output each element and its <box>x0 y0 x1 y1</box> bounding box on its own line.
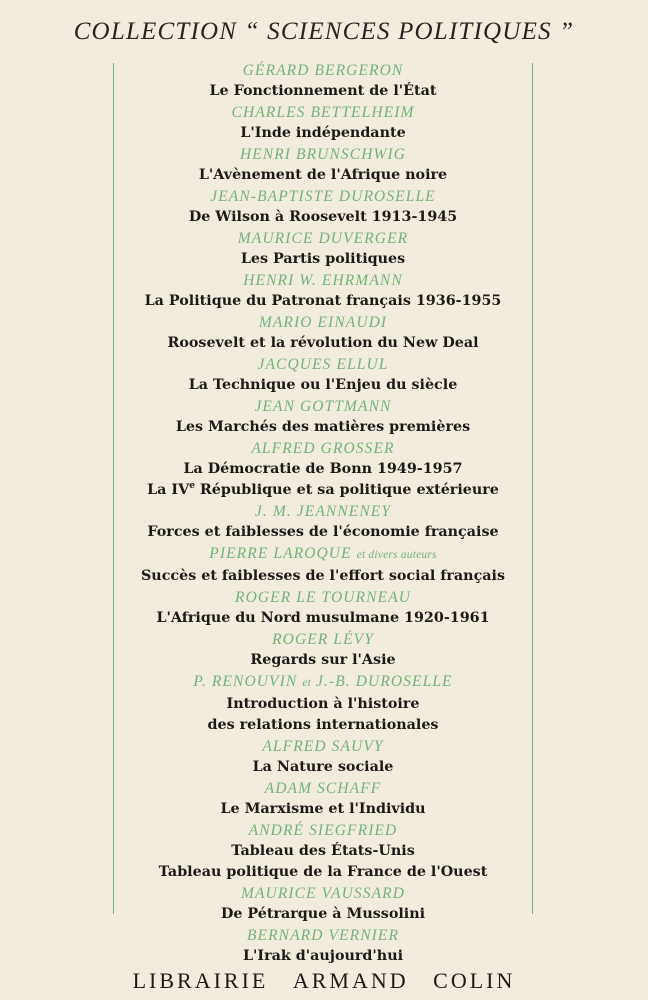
author-name: MARIO EINAUDI <box>258 314 388 331</box>
book-title: Introduction à l'histoire <box>226 696 420 712</box>
collection-heading: COLLECTION “ SCIENCES POLITIQUES ” <box>73 18 575 45</box>
author-name: J. M. JEANNENEY <box>254 503 392 520</box>
book-title: Les Partis politiques <box>240 251 406 267</box>
catalogue-entry <box>120 501 526 543</box>
catalogue-entry <box>120 144 526 186</box>
superscript: e <box>189 481 195 491</box>
book-title: La Démocratie de Bonn 1949-1957 <box>183 461 463 477</box>
book-title: L'Irak d'aujourd'hui <box>242 948 404 964</box>
catalogue-entry <box>120 186 526 228</box>
book-title: Le Marxisme et l'Individu <box>220 801 426 817</box>
author-name-primary: P. RENOUVIN <box>193 673 298 690</box>
author-name: ADAM SCHAFF <box>264 780 382 797</box>
book-title: La IVe République et sa politique extérieure <box>147 481 499 498</box>
catalogue-entry <box>120 396 526 438</box>
publisher-word: LIBRAIRIE <box>132 968 269 993</box>
catalogue-entry <box>120 778 526 820</box>
catalogue-list <box>120 60 526 967</box>
book-title: Roosevelt et la révolution du New Deal <box>167 335 479 351</box>
catalogue-entry <box>120 270 526 312</box>
catalogue-entry <box>120 102 526 144</box>
publisher-word: ARMAND <box>292 968 409 993</box>
catalogue-entry <box>120 820 526 883</box>
author-join: et <box>302 677 312 689</box>
author-name <box>120 543 526 566</box>
book-title: La Nature sociale <box>252 759 394 775</box>
author-name: CHARLES BETTELHEIM <box>231 104 415 121</box>
author-name: ANDRÉ SIEGFRIED <box>248 822 398 839</box>
book-title: Succès et faiblesses de l'effort social français <box>140 568 506 584</box>
book-title: L'Afrique du Nord musulmane 1920-1961 <box>156 610 490 626</box>
catalogue-entry <box>120 354 526 396</box>
catalogue-entry <box>120 587 526 629</box>
right-border-rule <box>532 63 533 914</box>
author-name: ALFRED SAUVY <box>262 738 384 755</box>
book-title: Forces et faiblesses de l'économie française <box>147 524 499 540</box>
publisher-word: COLIN <box>433 968 516 993</box>
book-title: De Wilson à Roosevelt 1913-1945 <box>188 209 458 225</box>
catalogue-entry <box>120 312 526 354</box>
book-title: Les Marchés des matières premières <box>175 419 471 435</box>
author-name: HENRI BRUNSCHWIG <box>239 146 407 163</box>
author-name-primary: PIERRE LAROQUE <box>209 545 352 562</box>
author-suffix: et divers auteurs <box>356 549 437 561</box>
book-title: L'Avènement de l'Afrique noire <box>198 167 448 183</box>
author-name-secondary: J.-B. DUROSELLE <box>316 673 453 690</box>
catalogue-entry <box>120 925 526 967</box>
catalogue-entry <box>120 629 526 671</box>
book-title: La Technique ou l'Enjeu du siècle <box>188 377 458 393</box>
book-title: La Politique du Patronat français 1936-1955 <box>144 293 502 309</box>
author-name: JACQUES ELLUL <box>257 356 389 373</box>
author-name: ROGER LÉVY <box>272 631 374 648</box>
author-name: JEAN-BAPTISTE DUROSELLE <box>210 188 436 205</box>
catalogue-entry <box>120 543 526 587</box>
book-title: Le Fonctionnement de l'État <box>209 83 437 99</box>
author-name: ALFRED GROSSER <box>251 440 395 457</box>
left-border-rule <box>113 63 114 914</box>
author-name: HENRI W. EHRMANN <box>243 272 403 289</box>
catalogue-entry <box>120 438 526 501</box>
catalogue-entry <box>120 228 526 270</box>
author-name: ROGER LE TOURNEAU <box>235 589 411 606</box>
author-name: MAURICE VAUSSARD <box>240 885 406 902</box>
book-title: Regards sur l'Asie <box>250 652 396 668</box>
book-title: des relations internationales <box>207 717 439 733</box>
author-name <box>120 671 526 694</box>
book-title: De Pétrarque à Mussolini <box>220 906 426 922</box>
book-title: Tableau politique de la France de l'Ouest <box>158 864 488 880</box>
author-name: GÉRARD BERGERON <box>242 62 404 79</box>
publisher-name <box>0 968 648 994</box>
catalogue-entry <box>120 883 526 925</box>
book-title: Tableau des États-Unis <box>231 843 415 859</box>
author-name: BERNARD VERNIER <box>246 927 400 944</box>
catalogue-entry <box>120 671 526 736</box>
catalogue-entry <box>120 60 526 102</box>
book-title: L'Inde indépendante <box>240 125 406 141</box>
author-name: JEAN GOTTMANN <box>254 398 392 415</box>
catalogue-entry <box>120 736 526 778</box>
author-name: MAURICE DUVERGER <box>237 230 409 247</box>
